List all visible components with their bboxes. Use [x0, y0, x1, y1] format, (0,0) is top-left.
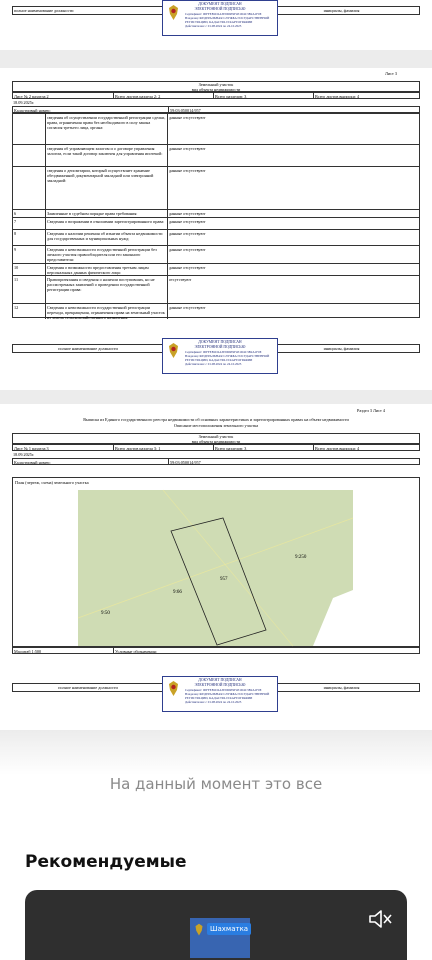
sheet-info-row: Лист № 1 раздела 3 Всего листов раздела 3: 1 Всего разделов: 3 Всего листов выписки: 4 — [12, 444, 420, 451]
table-row: 7 Сведения о возражении в отношении зарегистрированного права: данные отсутствуют — [13, 218, 419, 230]
e-signature-stamp: ДОКУМЕНТ ПОДПИСАН ЭЛЕКТРОННОЙ ПОДПИСЬЮ Сертификат: 00FFEB1D2A3E9D6E9F4E1D4C3B2A1F0E Владелец: ФЕДЕРАЛЬНАЯ СЛУЖБА ГОСУДАРСТВЕННОЙ РЕГИСТРАЦИИ, КАДАСТРА И КАРТОГРАФИИ Действителен: с 01.08.2024 по 24.10.2025 — [162, 0, 278, 36]
page-gap — [0, 50, 432, 68]
scale-row: Масштаб 1:500 Условные обозначения: — [12, 647, 420, 654]
coat-of-arms-icon — [193, 923, 205, 937]
table-row: сведения об управляющем залогом и о договоре управления залогом, если такой договор заключен для управления ипотекой: данные отсутствуют — [13, 145, 419, 167]
plan-frame — [12, 477, 420, 647]
cadastral-row: Кадастровый номер: 59:03:050014:957 — [12, 458, 420, 465]
map-label-plot: 957 — [220, 577, 228, 582]
signature-position-label: полное наименование должности — [14, 7, 74, 13]
document-page-1-bottom — [0, 0, 432, 50]
map-label-east: 9:250 — [295, 555, 307, 560]
extract-subtitle: Описание местоположения земельного участка — [173, 423, 259, 428]
plan-label: План (чертеж, схема) земельного участка — [15, 480, 89, 485]
extract-date: 18.09.2025г. — [13, 452, 35, 457]
signature-row: полное наименование должности инициалы, фамилия — [12, 683, 420, 692]
cadastral-row: Кадастровый номер: 59:03:050014:957 — [12, 106, 420, 113]
signature-name-label: инициалы, фамилия — [273, 7, 409, 14]
feed-section — [0, 775, 432, 960]
table-row: 11 Правопритязания и сведения о наличии поступивших, но не рассмотренных заявлений о проведении государственной регистрации права: отсутствуют — [13, 276, 419, 304]
sheet-number: Лист 3 — [385, 71, 397, 76]
document-page-3 — [0, 404, 432, 730]
extract-date: 18.09.2025г. — [13, 100, 35, 105]
land-plot-map — [13, 478, 421, 648]
rights-table — [12, 113, 420, 318]
recommended-video-card[interactable] — [25, 890, 407, 960]
end-of-feed-text: На данный момент это все — [109, 775, 323, 793]
map-label-south: 9:50 — [101, 611, 110, 616]
page-gap — [0, 390, 432, 404]
table-row: 10 Сведения о возможности предоставления третьим лицам персональных данных физического лица: данные отсутствуют — [13, 264, 419, 276]
extract-title: Выписка из Единого государственного реестра недвижимости об основных характеристиках и зарегистрированных правах на объект недвижимости — [83, 417, 349, 422]
table-row: 9 Сведения о невозможности государственной регистрации без личного участия правообладателя или его законного представителя: данные отсутствуют — [13, 246, 419, 264]
table-row: 8 Сведения о наличии решения об изъятии объекта недвижимости для государственных и муниципальных нужд: данные отсутствуют — [13, 230, 419, 246]
e-signature-stamp: ДОКУМЕНТ ПОДПИСАН ЭЛЕКТРОННОЙ ПОДПИСЬЮ Сертификат: 00FFEB1D2A3E9D6E9F4E1D4C3B2A1F0E Владелец: ФЕДЕРАЛЬНАЯ СЛУЖБА ГОСУДАРСТВЕННОЙ РЕГИСТРАЦИИ, КАДАСТРА И КАРТОГРАФИИ Действителен: с 01.08.2024 по 24.10.2025 — [162, 676, 278, 712]
document-page-2 — [0, 68, 432, 390]
video-badge: Шахматка — [207, 923, 251, 935]
table-row: сведения об осуществлении государственной регистрации сделки, права, ограничения права без необходимого в силу закона согласия третьего лица, органа: данные отсутствуют — [13, 114, 419, 145]
section-sheet-number: Раздел 3 Лист 4 — [357, 408, 385, 413]
object-type-row: Земельный участок вид объекта недвижимости — [12, 81, 420, 92]
table-row: 12 Сведения о невозможности государственной регистрации перехода, прекращения, ограничения права на земельный участок из земель сельскохозяйственного назначения: данные отсутствуют — [13, 304, 419, 319]
e-signature-stamp: ДОКУМЕНТ ПОДПИСАН ЭЛЕКТРОННОЙ ПОДПИСЬЮ Сертификат: 00FFEB1D2A3E9D6E9F4E1D4C3B2A1F0E Владелец: ФЕДЕРАЛЬНАЯ СЛУЖБА ГОСУДАРСТВЕННОЙ РЕГИСТРАЦИИ, КАДАСТРА И КАРТОГРАФИИ Действителен: с 01.08.2024 по 24.10.2025 — [162, 338, 278, 374]
recommended-heading: Рекомендуемые — [25, 852, 187, 872]
signature-row: полное наименование должности инициалы, фамилия — [12, 344, 420, 353]
map-label-west: 9:66 — [173, 590, 182, 595]
table-row: 6 Заявленные в судебном порядке права требования: данные отсутствуют — [13, 210, 419, 218]
object-type-row: Земельный участок вид объекта недвижимости — [12, 433, 420, 444]
sheet-info-row: Лист № 2 раздела 2 Всего листов раздела 2: 2 Всего разделов: 3 Всего листов выписки: 4 — [12, 92, 420, 99]
page-gap — [0, 730, 432, 775]
mute-icon[interactable] — [367, 908, 393, 930]
table-row: сведения о депозитарии, который осуществляет хранение обездвиженной документарной закладной или электронной закладной: данные отсутствуют — [13, 167, 419, 210]
